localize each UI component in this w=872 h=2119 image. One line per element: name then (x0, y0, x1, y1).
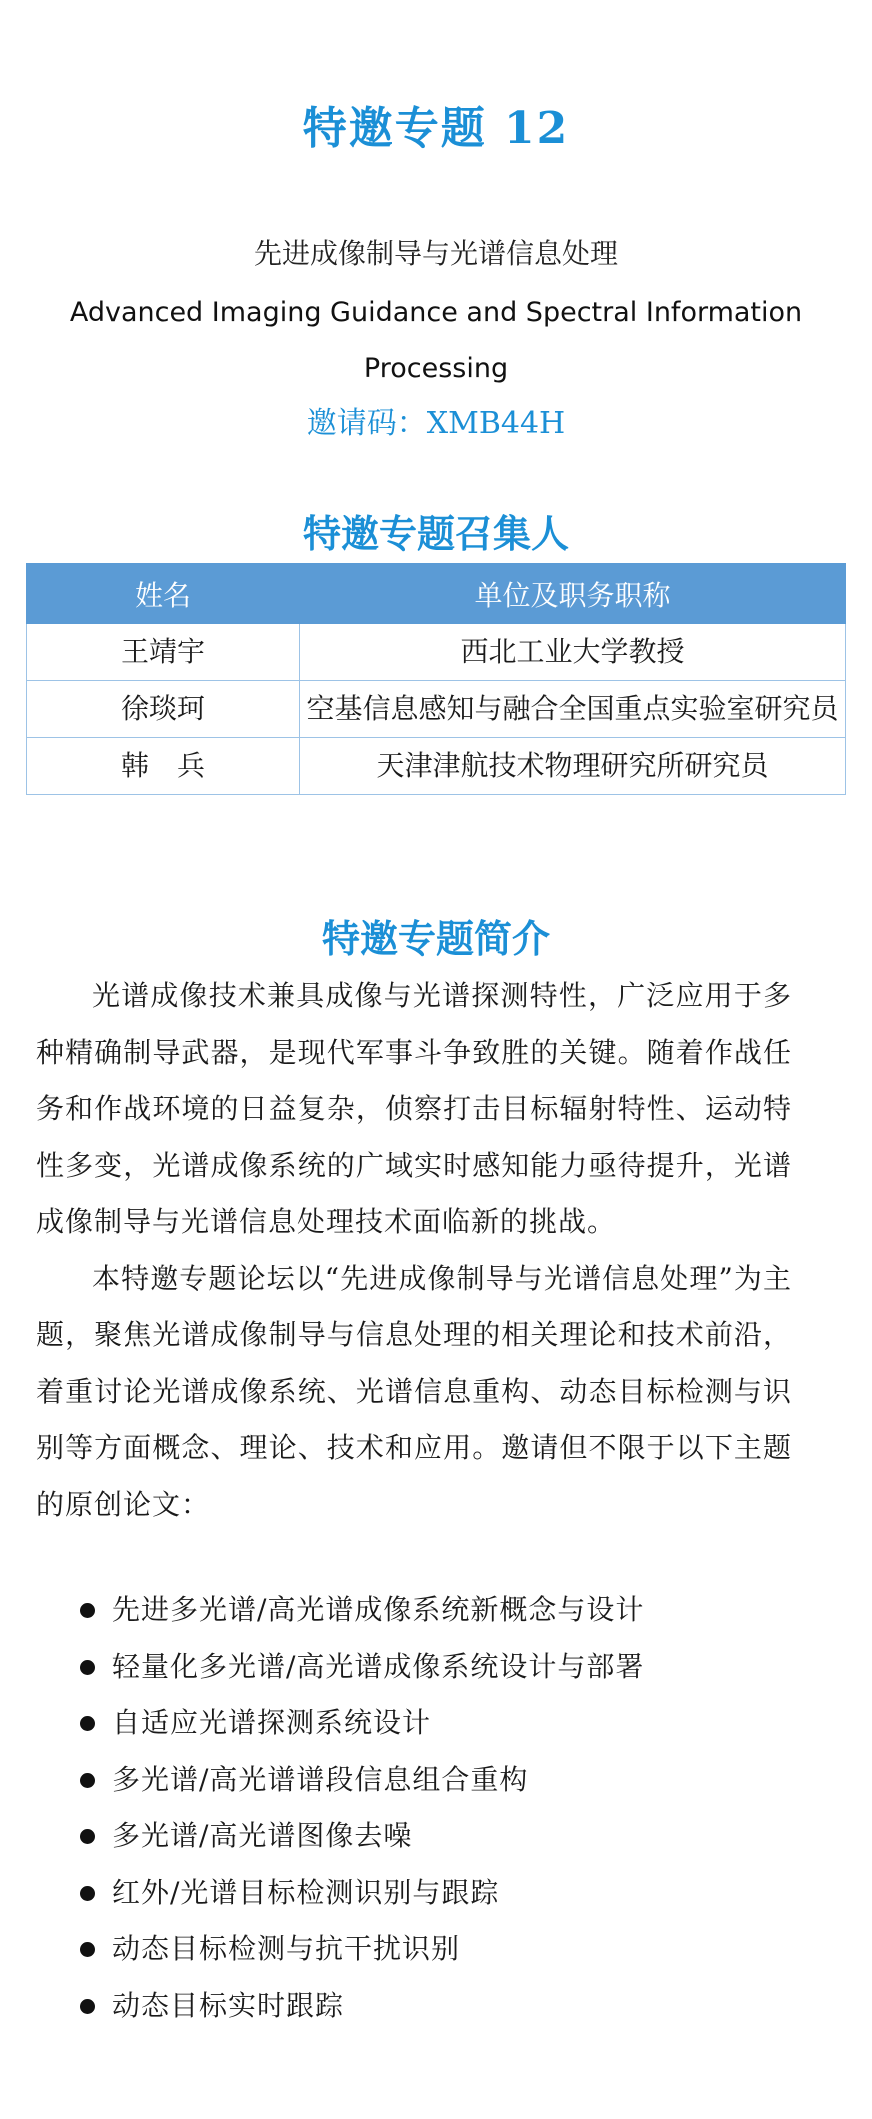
topic-text: 动态目标实时跟踪 (112, 1988, 345, 2022)
column-header-name: 姓名 (27, 564, 300, 624)
topic-text: 轻量化多光谱/高光谱成像系统设计与部署 (112, 1649, 645, 1683)
topic-text: 红外/光谱目标检测识别与跟踪 (112, 1875, 500, 1909)
column-header-affiliation: 单位及职务职称 (300, 564, 846, 624)
topic-title-en: Advanced Imaging Guidance and Spectral Information Processing (69, 297, 803, 384)
convener-name: 韩 兵 (27, 738, 300, 795)
convener-name: 王靖宇 (27, 624, 300, 681)
bullet-icon (80, 1773, 95, 1788)
bullet-icon (80, 1660, 95, 1675)
invite-code: 邀请码：XMB44H (306, 406, 566, 441)
convener-affiliation: 天津津航技术物理研究所研究员 (300, 738, 846, 795)
list-item (80, 1752, 820, 1809)
conveners-table (26, 563, 846, 795)
table-row (27, 681, 846, 738)
topic-title-cn: 先进成像制导与光谱信息处理 (253, 237, 618, 270)
topic-text: 多光谱/高光谱谱段信息组合重构 (112, 1762, 529, 1796)
bullet-icon (80, 1999, 95, 2014)
intro-heading: 特邀专题简介 (321, 916, 550, 961)
list-item (80, 1808, 820, 1865)
topic-text: 先进多光谱/高光谱成像系统新概念与设计 (112, 1593, 645, 1626)
intro-paragraph: 光谱成像技术兼具成像与光谱探测特性，广泛应用于多种精确制导武器，是现代军事斗争致胜的关键。随着作战任务和作战环境的日益复杂，侦察打击目标辐射特性、运动特性多变，光谱成像系统的广域实时感知能力亟待提升，光谱成像制导与光谱信息处理技术面临新的挑战。 (36, 979, 792, 1238)
list-item (80, 1978, 820, 2035)
topic-text: 自适应光谱探测系统设计 (112, 1706, 432, 1739)
bullet-icon (80, 1886, 95, 1901)
table-row (27, 624, 846, 681)
bullet-icon (80, 1716, 95, 1731)
intro-body (36, 968, 792, 1533)
list-item (80, 1695, 820, 1752)
convener-name: 徐琰珂 (27, 681, 300, 738)
convener-affiliation: 空基信息感知与融合全国重点实验室研究员 (300, 681, 846, 738)
list-item (80, 1582, 820, 1639)
bullet-icon (80, 1603, 95, 1618)
table-row (27, 738, 846, 795)
topic-text: 动态目标检测与抗干扰识别 (112, 1932, 461, 1965)
intro-paragraph: 本特邀专题论坛以“先进成像制导与光谱信息处理”为主题，聚焦光谱成像制导与信息处理的相关理论和技术前沿，着重讨论光谱成像系统、光谱信息重构、动态目标检测与识别等方面概念、理论、技术和应用。邀请但不限于以下主题的原创论文： (36, 1261, 792, 1521)
table-header-row (27, 564, 846, 624)
topic-text: 多光谱/高光谱图像去噪 (112, 1819, 413, 1852)
list-item (80, 1865, 820, 1922)
list-item (80, 1921, 820, 1978)
convener-affiliation: 西北工业大学教授 (300, 624, 846, 681)
conveners-heading: 特邀专题召集人 (302, 511, 569, 556)
page-title: 特邀专题 12 (302, 103, 570, 154)
bullet-icon (80, 1942, 95, 1957)
topic-list (80, 1582, 820, 2034)
list-item (80, 1639, 820, 1696)
bullet-icon (80, 1829, 95, 1844)
